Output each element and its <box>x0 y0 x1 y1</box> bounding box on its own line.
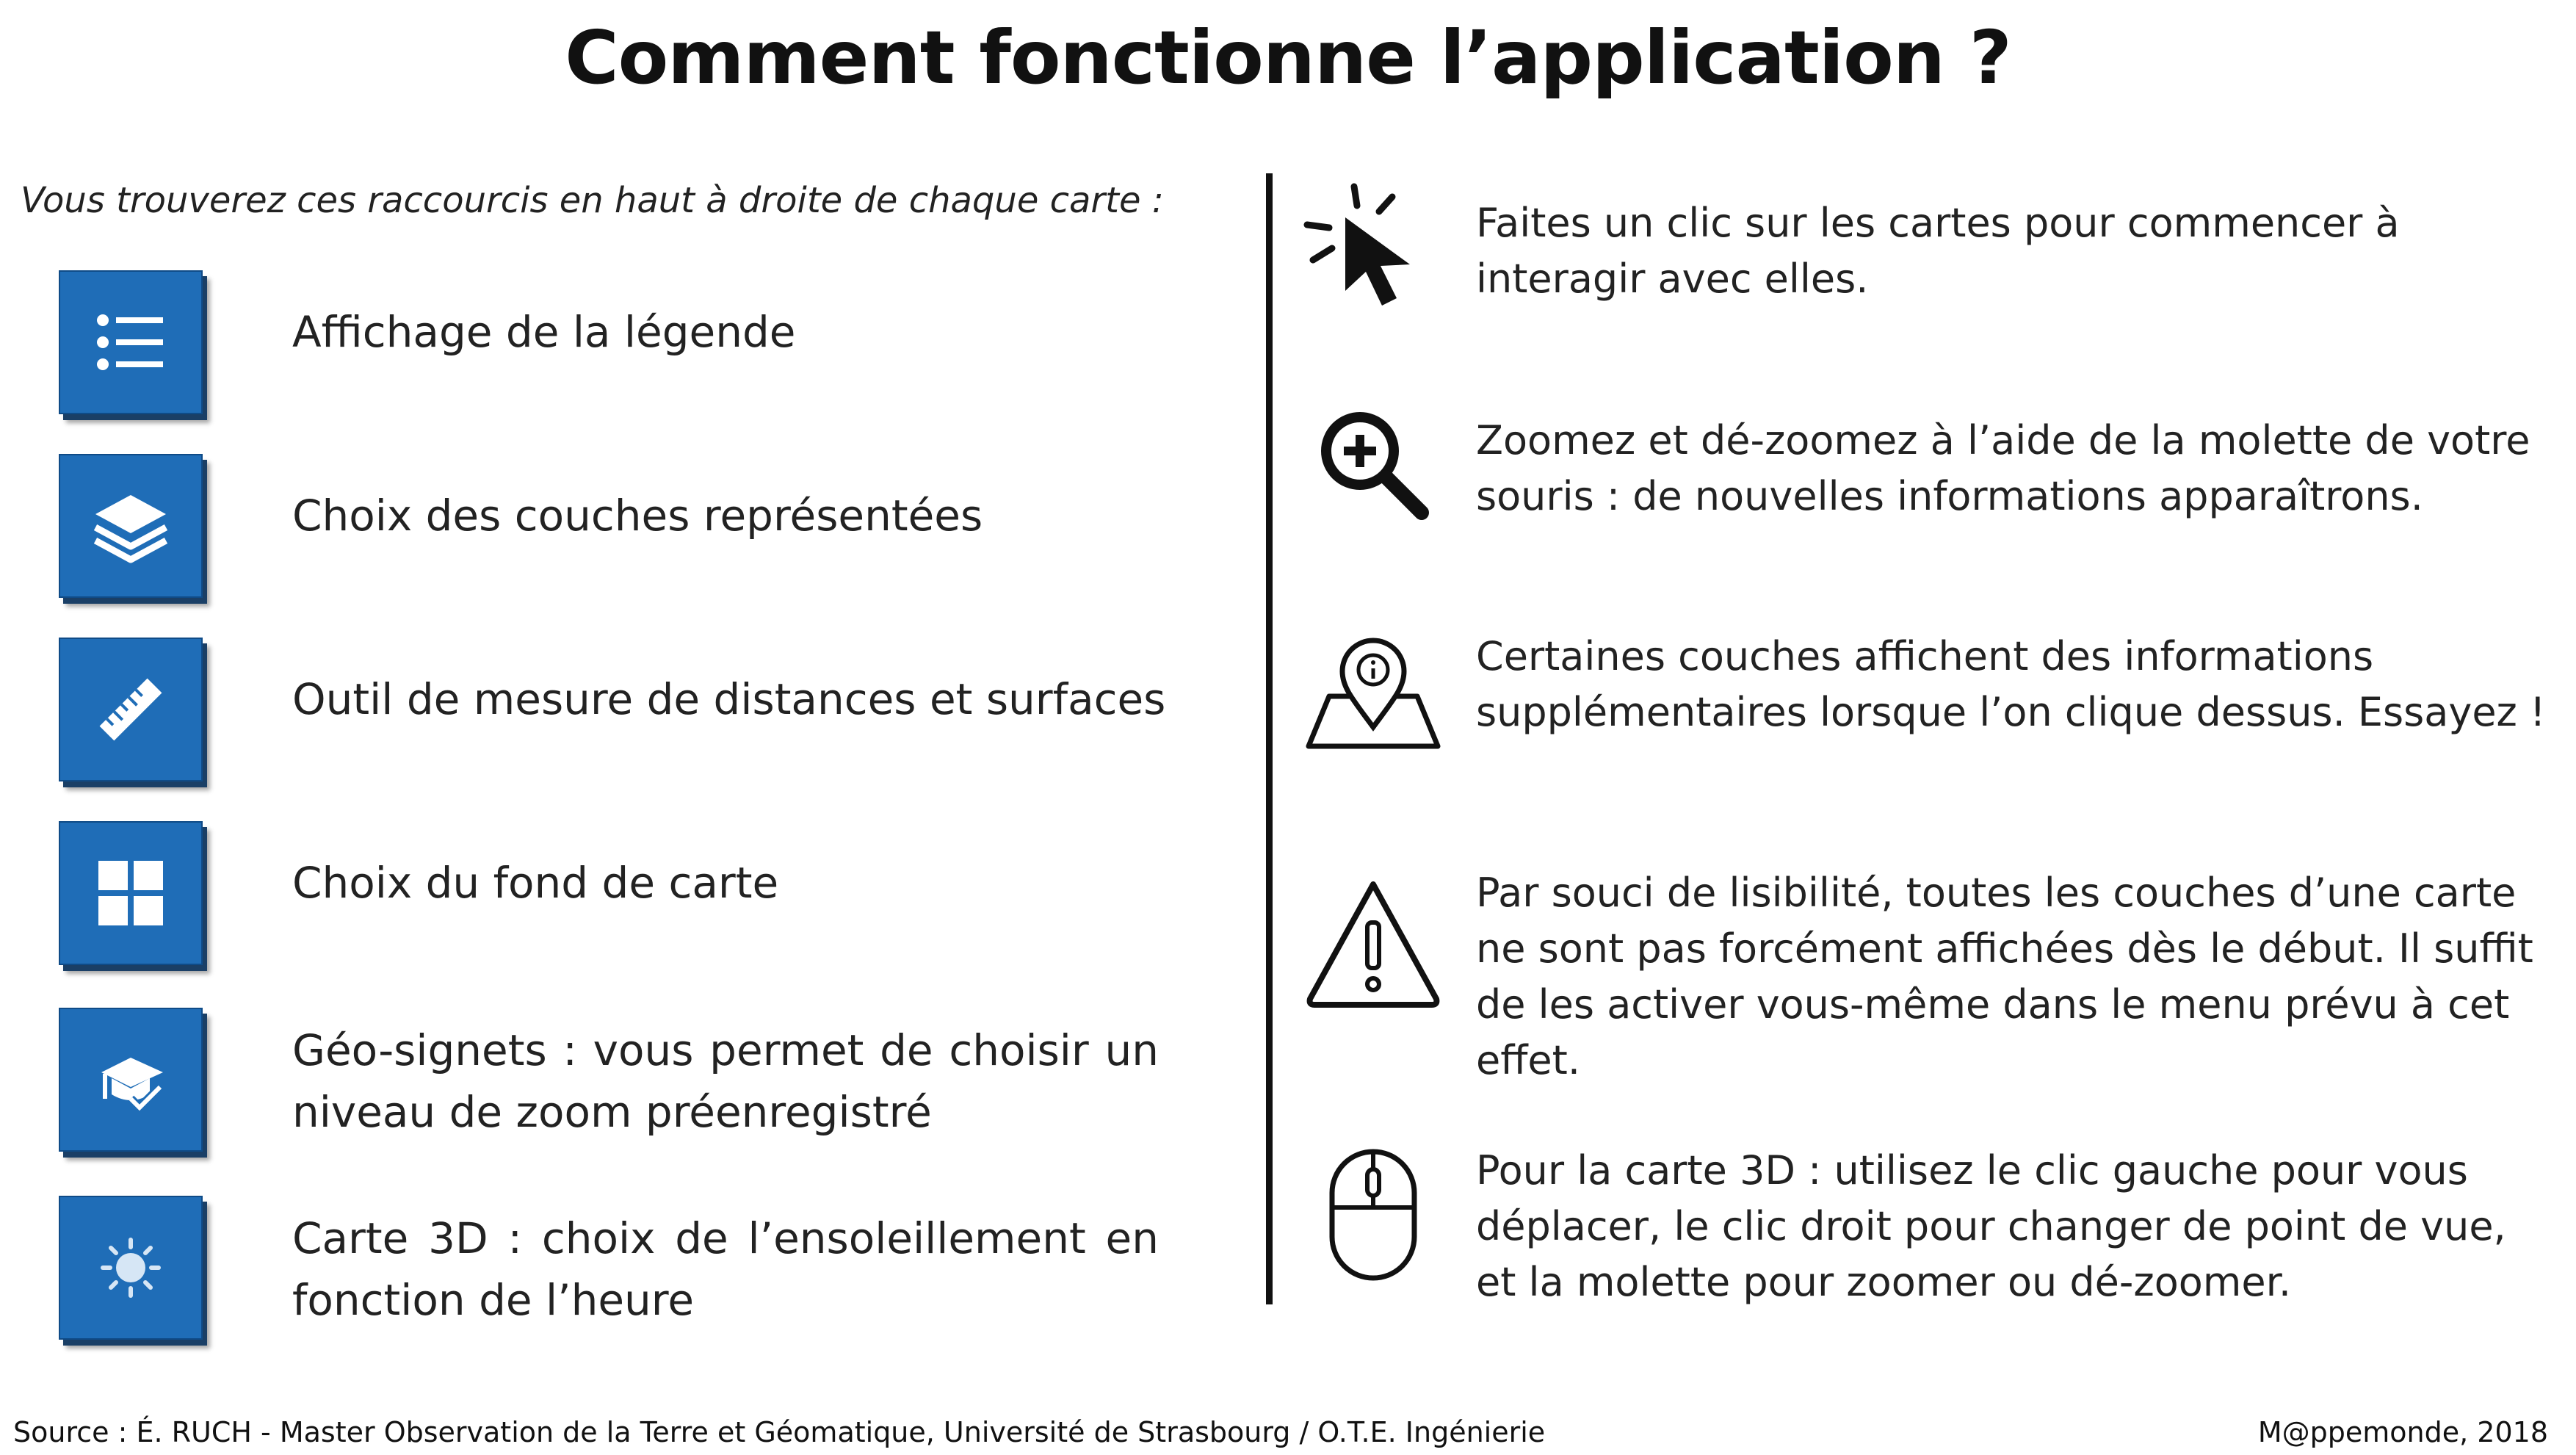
bookmarks-button[interactable] <box>59 1008 203 1152</box>
page-title: Comment fonctionne l’application ? <box>565 15 2011 101</box>
basemap-button[interactable] <box>59 821 203 965</box>
map-info-pin-icon <box>1300 617 1447 764</box>
layers-button[interactable] <box>59 454 203 598</box>
sun-icon <box>87 1224 175 1312</box>
column-divider <box>1266 173 1273 1304</box>
sunlight-label: Carte 3D : choix de l’ensoleillement en fonction de l’heure <box>292 1213 1159 1325</box>
tip-info-text: Certaines couches affichent des informations supplémentaires lorsque l’on clique dessus. Essayez ! <box>1476 633 2546 735</box>
source-footer: Source : É. RUCH - Master Observation de la Terre et Géomatique, Université de Strasbourg / O.T.E. Ingénierie <box>13 1416 1546 1448</box>
basemap-grid-icon <box>87 849 175 937</box>
layers-icon <box>87 482 175 570</box>
warning-icon <box>1300 874 1447 1021</box>
sunlight-button[interactable] <box>59 1196 203 1340</box>
credit-footer: M@ppemonde, 2018 <box>2257 1416 2548 1448</box>
click-cursor-icon <box>1300 176 1447 323</box>
bookmark-icon <box>87 1036 175 1124</box>
layers-label: Choix des couches représentées <box>292 491 983 541</box>
legend-list-icon <box>87 298 175 386</box>
tip-mouse-text: Pour la carte 3D : utilisez le clic gauche pour vous déplacer, le clic droit pour changer de point de vue, et la molette pour zoomer ou dé-zoomer. <box>1476 1147 2506 1305</box>
measure-label: Outil de mesure de distances et surfaces <box>292 674 1166 724</box>
tip-zoom-text: Zoomez et dé-zoomez à l’aide de la molette de votre souris : de nouvelles informations apparaîtrons. <box>1476 417 2530 519</box>
mouse-icon <box>1300 1140 1447 1287</box>
measure-button[interactable] <box>59 638 203 781</box>
legend-label: Affichage de la légende <box>292 307 796 357</box>
tip-click-text: Faites un clic sur les cartes pour commencer à interagir avec elles. <box>1476 200 2400 302</box>
bookmarks-label: Géo-signets : vous permet de choisir un niveau de zoom préenregistré <box>292 1025 1159 1137</box>
zoom-in-icon <box>1300 397 1447 544</box>
legend-button[interactable] <box>59 270 203 414</box>
tip-warning-text: Par souci de lisibilité, toutes les couches d’une carte ne sont pas forcément affichées dès le début. Il suffit de les activer vous-même dans le menu prévu à cet effet. <box>1476 870 2533 1083</box>
intro-text: Vous trouverez ces raccourcis en haut à droite de chaque carte : <box>21 180 1164 221</box>
basemap-label: Choix du fond de carte <box>292 858 779 908</box>
ruler-icon <box>87 665 175 754</box>
